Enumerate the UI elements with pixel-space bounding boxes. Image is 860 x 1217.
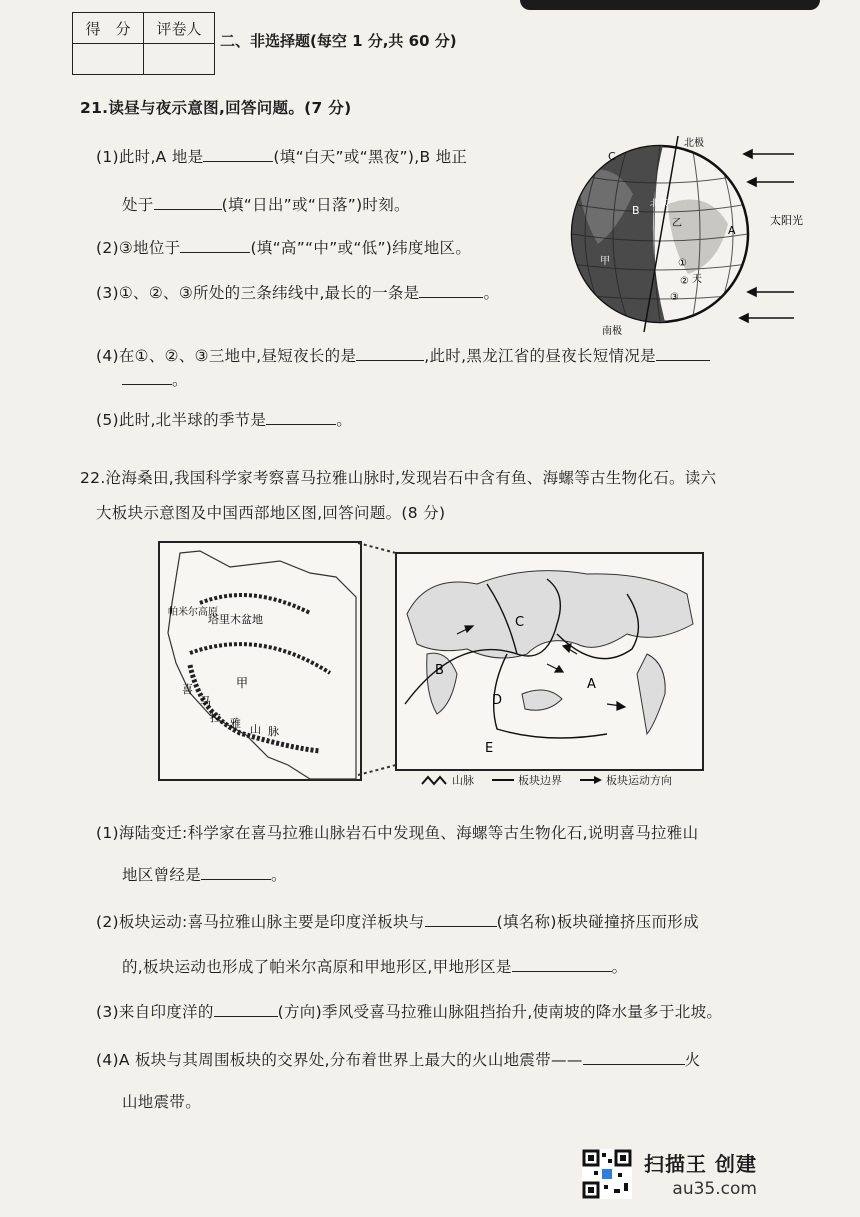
q22-part2-line1: (2)板块运动:喜马拉雅山脉主要是印度洋板块与 (填名称)板块碰撞挤压而形成	[96, 913, 699, 931]
himalaya-char-3: 拉	[210, 711, 221, 724]
q22-title-line2: 大板块示意图及中国西部地区图,回答问题。(8 分)	[96, 504, 446, 522]
answer-blank-q22-3[interactable]	[214, 1002, 278, 1017]
plate-label-d: D	[492, 693, 503, 708]
himalaya-char-5: 山	[250, 723, 261, 736]
australia-landmass	[522, 690, 562, 710]
map-legend	[422, 772, 672, 788]
qr-code-icon	[582, 1149, 632, 1199]
score-cell[interactable]	[73, 44, 144, 75]
scanner-watermark	[582, 1148, 757, 1199]
north-pole-label: 北极	[684, 138, 704, 149]
point-jia: 甲	[600, 256, 610, 267]
answer-blank-q21-4a[interactable]	[356, 346, 424, 361]
south-america-landmass	[637, 654, 665, 734]
grader-label: 评卷人	[144, 13, 215, 44]
himalaya-char-1: 喜	[182, 683, 193, 696]
south-pole-label: 南极	[602, 326, 622, 337]
legend-motion: 板块运动方向	[580, 772, 672, 788]
label-a: A	[728, 224, 736, 237]
plate-label-a: A	[587, 677, 596, 692]
legend-boundary: 板块边界	[518, 774, 562, 787]
eurasia-landmass	[407, 571, 693, 658]
score-label: 得 分	[73, 13, 144, 44]
point-yi: 乙	[672, 218, 682, 229]
point-2: ②	[680, 276, 689, 287]
pamir-label: 帕米尔高原	[168, 607, 218, 618]
q22-title-line1: 22.沧海桑田,我国科学家考察喜马拉雅山脉时,发现岩石中含有鱼、海螺等古生物化石。读六	[80, 469, 717, 487]
q22-part1-line1: (1)海陆变迁:科学家在喜马拉雅山脉岩石中发现鱼、海螺等古生物化石,说明喜马拉雅山	[96, 824, 699, 842]
q21-part1-line1: (1)此时,A 地是 (填“白天”或“黑夜”),B 地正	[96, 148, 468, 166]
day-night-globe-figure	[558, 134, 803, 340]
q21-title: 21.读昼与夜示意图,回答问题。(7 分)	[80, 99, 352, 117]
answer-blank-q21-4c[interactable]	[122, 370, 172, 385]
q21-part4-line1: (4)在①、②、③三地中,昼短夜长的是 ,此时,黑龙江省的昼夜长短情况是	[96, 344, 710, 366]
answer-blank-q21-3[interactable]	[419, 283, 483, 298]
region-border	[168, 551, 356, 779]
scan-edge-shadow	[520, 0, 820, 10]
answer-blank-q22-4[interactable]	[583, 1050, 685, 1065]
jia-label: 甲	[236, 676, 249, 690]
label-b: B	[632, 204, 640, 217]
six-plates-map	[395, 552, 704, 771]
q22-part3: (3)来自印度洋的 (方向)季风受喜马拉雅山脉阻挡抬升,使南坡的降水量多于北坡。	[96, 1003, 723, 1021]
q22-part1-line2: 地区曾经是 。	[122, 866, 287, 884]
grader-cell[interactable]	[144, 44, 215, 75]
q21-part5: (5)此时,北半球的季节是 。	[96, 411, 353, 429]
point-tian: 天	[692, 274, 702, 285]
answer-blank-q21-4b[interactable]	[656, 346, 710, 361]
answer-blank-q22-1[interactable]	[201, 865, 271, 880]
plate-label-c: C	[515, 615, 525, 630]
plate-label-b: B	[435, 663, 444, 678]
section-title: 二、非选择题(每空 1 分,共 60 分)	[220, 32, 457, 50]
q21-part4-line2: 。	[122, 368, 188, 390]
answer-blank-q22-2b[interactable]	[512, 957, 612, 972]
watermark-text	[644, 1148, 757, 1199]
answer-blank-q21-2[interactable]	[180, 238, 250, 253]
himalaya-char-2: 马	[200, 695, 211, 708]
kunlun-range	[190, 644, 330, 673]
q22-part4-line1: (4)A 板块与其周围板块的交界处,分布着世界上最大的火山地震带—— 火	[96, 1051, 701, 1069]
score-table	[72, 12, 215, 75]
answer-blank-q22-2a[interactable]	[425, 912, 497, 927]
six-plates-map-svg	[397, 554, 702, 769]
legend-mountain: 山脉	[422, 772, 474, 788]
point-3: ③	[670, 292, 679, 303]
q21-part1-line2: 处于 (填“日出”或“日落”)时刻。	[122, 196, 410, 214]
tarim-label: 塔里木盆地	[208, 613, 263, 626]
label-c: C	[608, 150, 616, 163]
himalaya-char-4: 雅	[230, 717, 241, 730]
west-china-map-svg	[160, 543, 360, 779]
watermark-site: au35.com	[672, 1179, 757, 1199]
himalaya-range	[190, 665, 320, 751]
sunlight-label: 太阳光	[770, 214, 803, 227]
q22-part4-line2: 山地震带。	[122, 1093, 202, 1111]
zoom-connector	[358, 541, 396, 781]
answer-blank-q21-1a[interactable]	[203, 147, 273, 162]
watermark-brand: 扫描王 创建	[644, 1152, 757, 1176]
answer-blank-q21-5[interactable]	[266, 410, 336, 425]
plate-label-e: E	[485, 741, 494, 756]
q21-part3: (3)①、②、③所处的三条纬线中,最长的一条是 。	[96, 284, 500, 302]
answer-blank-q21-1b[interactable]	[154, 195, 222, 210]
beijing-label: 北京	[650, 199, 669, 209]
point-1: ①	[678, 258, 687, 269]
q22-part2-line2: 的,板块运动也形成了帕米尔高原和甲地形区,甲地形区是 。	[122, 958, 628, 976]
himalaya-char-6: 脉	[268, 725, 279, 738]
q21-part2: (2)③地位于 (填“高”“中”或“低”)纬度地区。	[96, 239, 472, 257]
west-china-map	[158, 541, 362, 781]
